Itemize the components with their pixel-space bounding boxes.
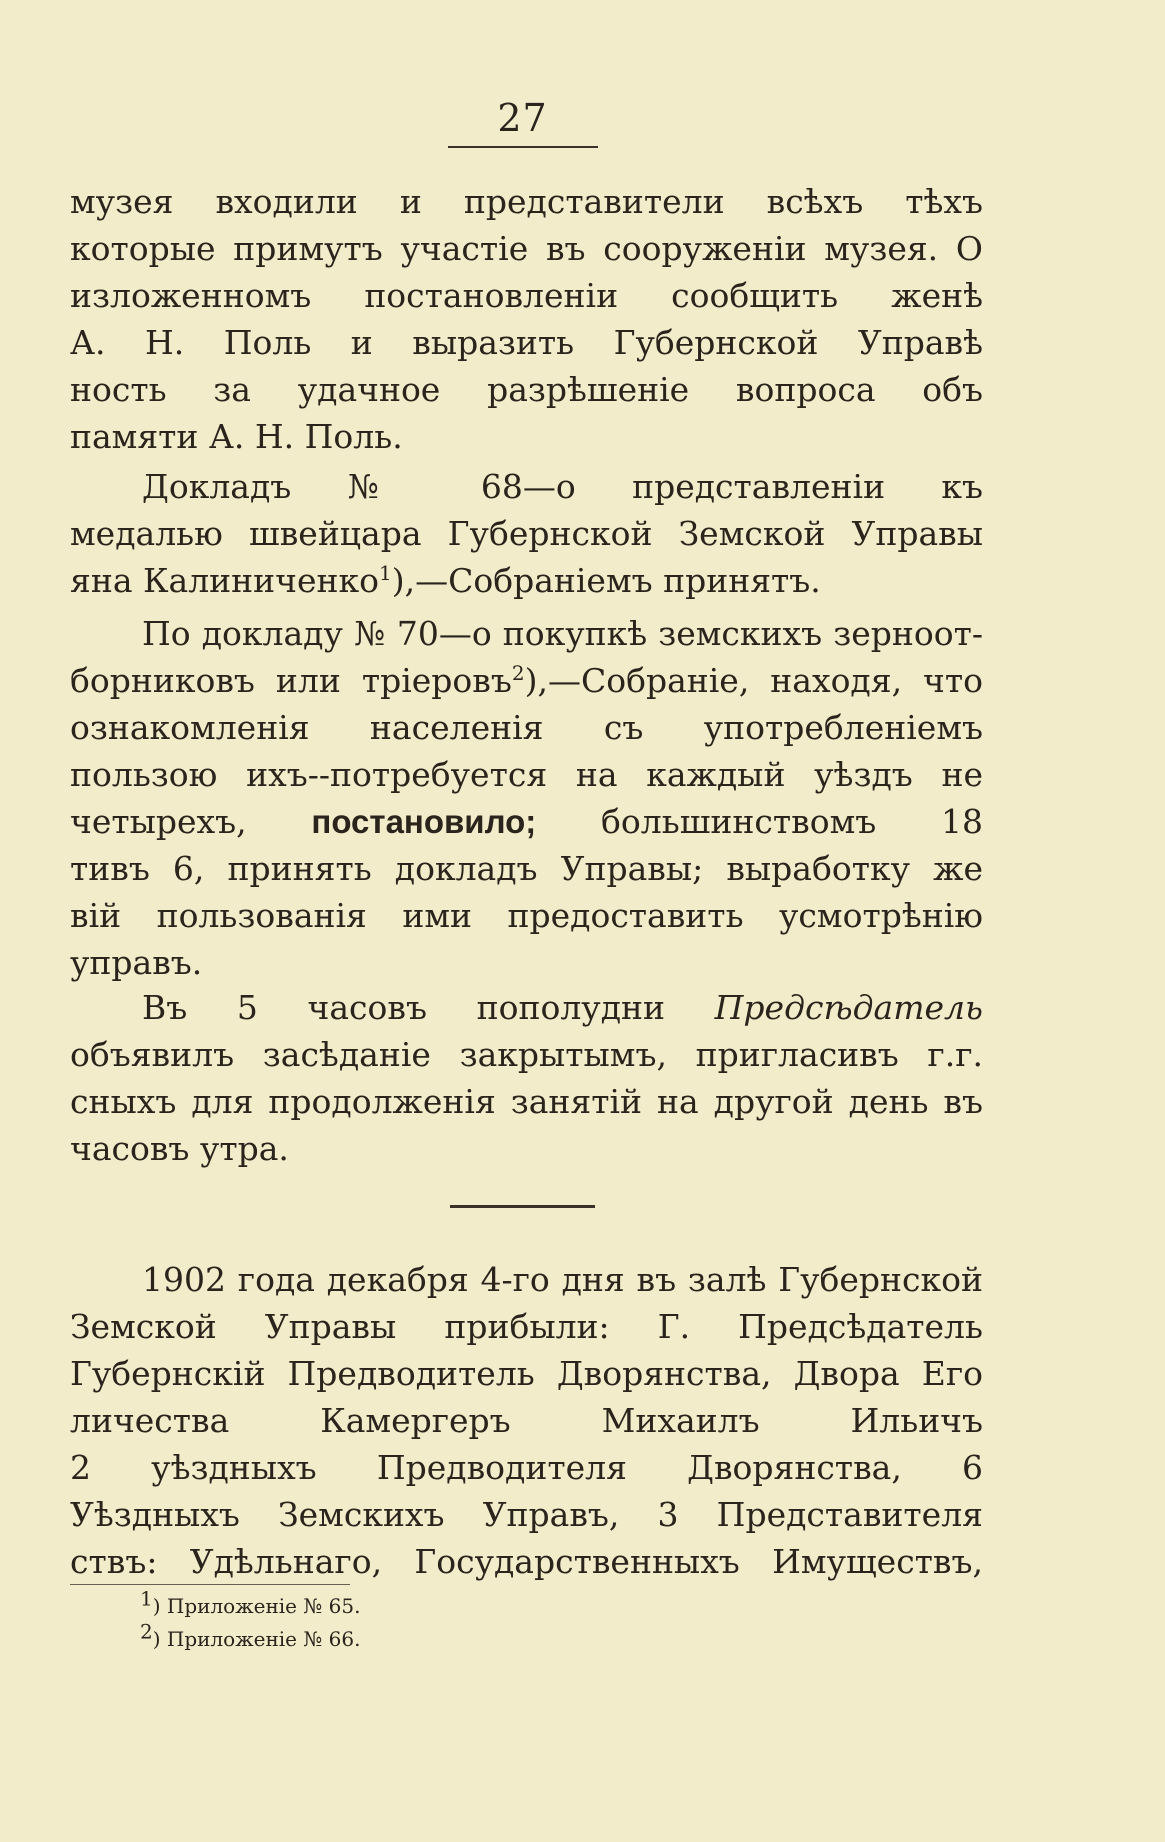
footnote [140,1619,361,1656]
text-line: ствъ: Удѣльнаго, Государственныхъ Имуществъ, [70,1542,983,1581]
text-fragment: борниковъ или тріеровъ [70,661,512,700]
text-line: А. Н. Поль и выразить Губернской Управѣ [70,323,983,362]
footnote-ref: 1 [378,561,392,585]
italic-text: Предсѣдатель [714,988,983,1027]
text-line: ность за удачное разрѣшеніе вопроса объ [70,370,983,409]
page-number: 27 [497,96,548,140]
footnotes [140,1586,361,1656]
text-line: Земской Управы прибыли: Г. Предсѣдатель [70,1307,983,1346]
header-rule [448,146,598,148]
text-line: музея входили и представители всѣхъ тѣхъ [70,182,983,221]
text-line: Уѣздныхъ Земскихъ Управъ, 3 Представителя [70,1495,983,1534]
text-line: 2 уѣздныхъ Предводителя Дворянства, 6 [70,1448,983,1487]
text-fragment: Въ 5 часовъ пополудни [142,988,715,1027]
paragraph-5 [70,1256,983,1585]
text-line: сныхъ для продолженія занятій на другой день въ [70,1082,983,1121]
text-line: часовъ утра. [70,1129,289,1168]
text-line: По докладу № 70—о покупкѣ земскихъ зерноот- [142,614,983,653]
section-divider [450,1205,595,1208]
text-fragment: ),—Собраніе, находя, что [524,661,983,700]
text-line: Докладъ № 68—о представленіи къ [142,467,983,506]
text-line: вій пользованія ими предоставить усмотрѣнію [70,896,983,935]
text-line: Губернскій Предводитель Дворянства, Двора Его [70,1354,983,1393]
text-line: личества Камергеръ Михаилъ Ильичъ [70,1401,983,1440]
paragraph-3 [70,610,983,986]
text-fragment: ),—Собраніемъ принятъ. [391,561,821,600]
footnote-ref: 2 [511,661,525,685]
paragraph-4 [70,984,983,1172]
text-line [70,657,983,704]
text-line: объявилъ засѣданіе закрытымъ, пригласивъ г.г. [70,1035,983,1074]
text-fragment: большинствомъ 18 [601,802,983,841]
footnote-rule [70,1584,350,1585]
footnote-mark: 2 [140,1619,153,1644]
text-line [70,557,983,604]
text-line: памяти А. Н. Поль. [70,417,403,456]
text-line: тивъ 6, принять докладъ Управы; выработку же [70,849,983,888]
text-line: управъ. [70,943,203,982]
footnote-text: ) Приложеніе № 66. [152,1627,361,1651]
text-line: пользою ихъ--потребуется на каждый уѣздъ не [70,755,983,794]
emphasis-text: постановило; [311,803,537,840]
footnote-text: ) Приложеніе № 65. [152,1594,361,1618]
paragraph-1 [70,178,983,460]
text-line: медалью швейцара Губернской Земской Управы [70,514,983,553]
text-line: которые примутъ участіе въ сооруженіи музея. О [70,229,983,268]
footnote-mark: 1 [140,1586,153,1611]
paragraph-2 [70,463,983,604]
text-line: 1902 года декабря 4-го дня въ залѣ Губернской [142,1260,983,1299]
text-line [70,798,983,845]
text-line: изложенномъ постановленіи сообщить женѣ [70,276,983,315]
text-line: ознакомленія населенія съ употребленіемъ [70,708,983,747]
text-fragment: четырехъ, [70,802,312,841]
text-line [70,984,983,1031]
text-fragment: яна Калиниченко [70,561,379,600]
footnote [140,1586,361,1623]
